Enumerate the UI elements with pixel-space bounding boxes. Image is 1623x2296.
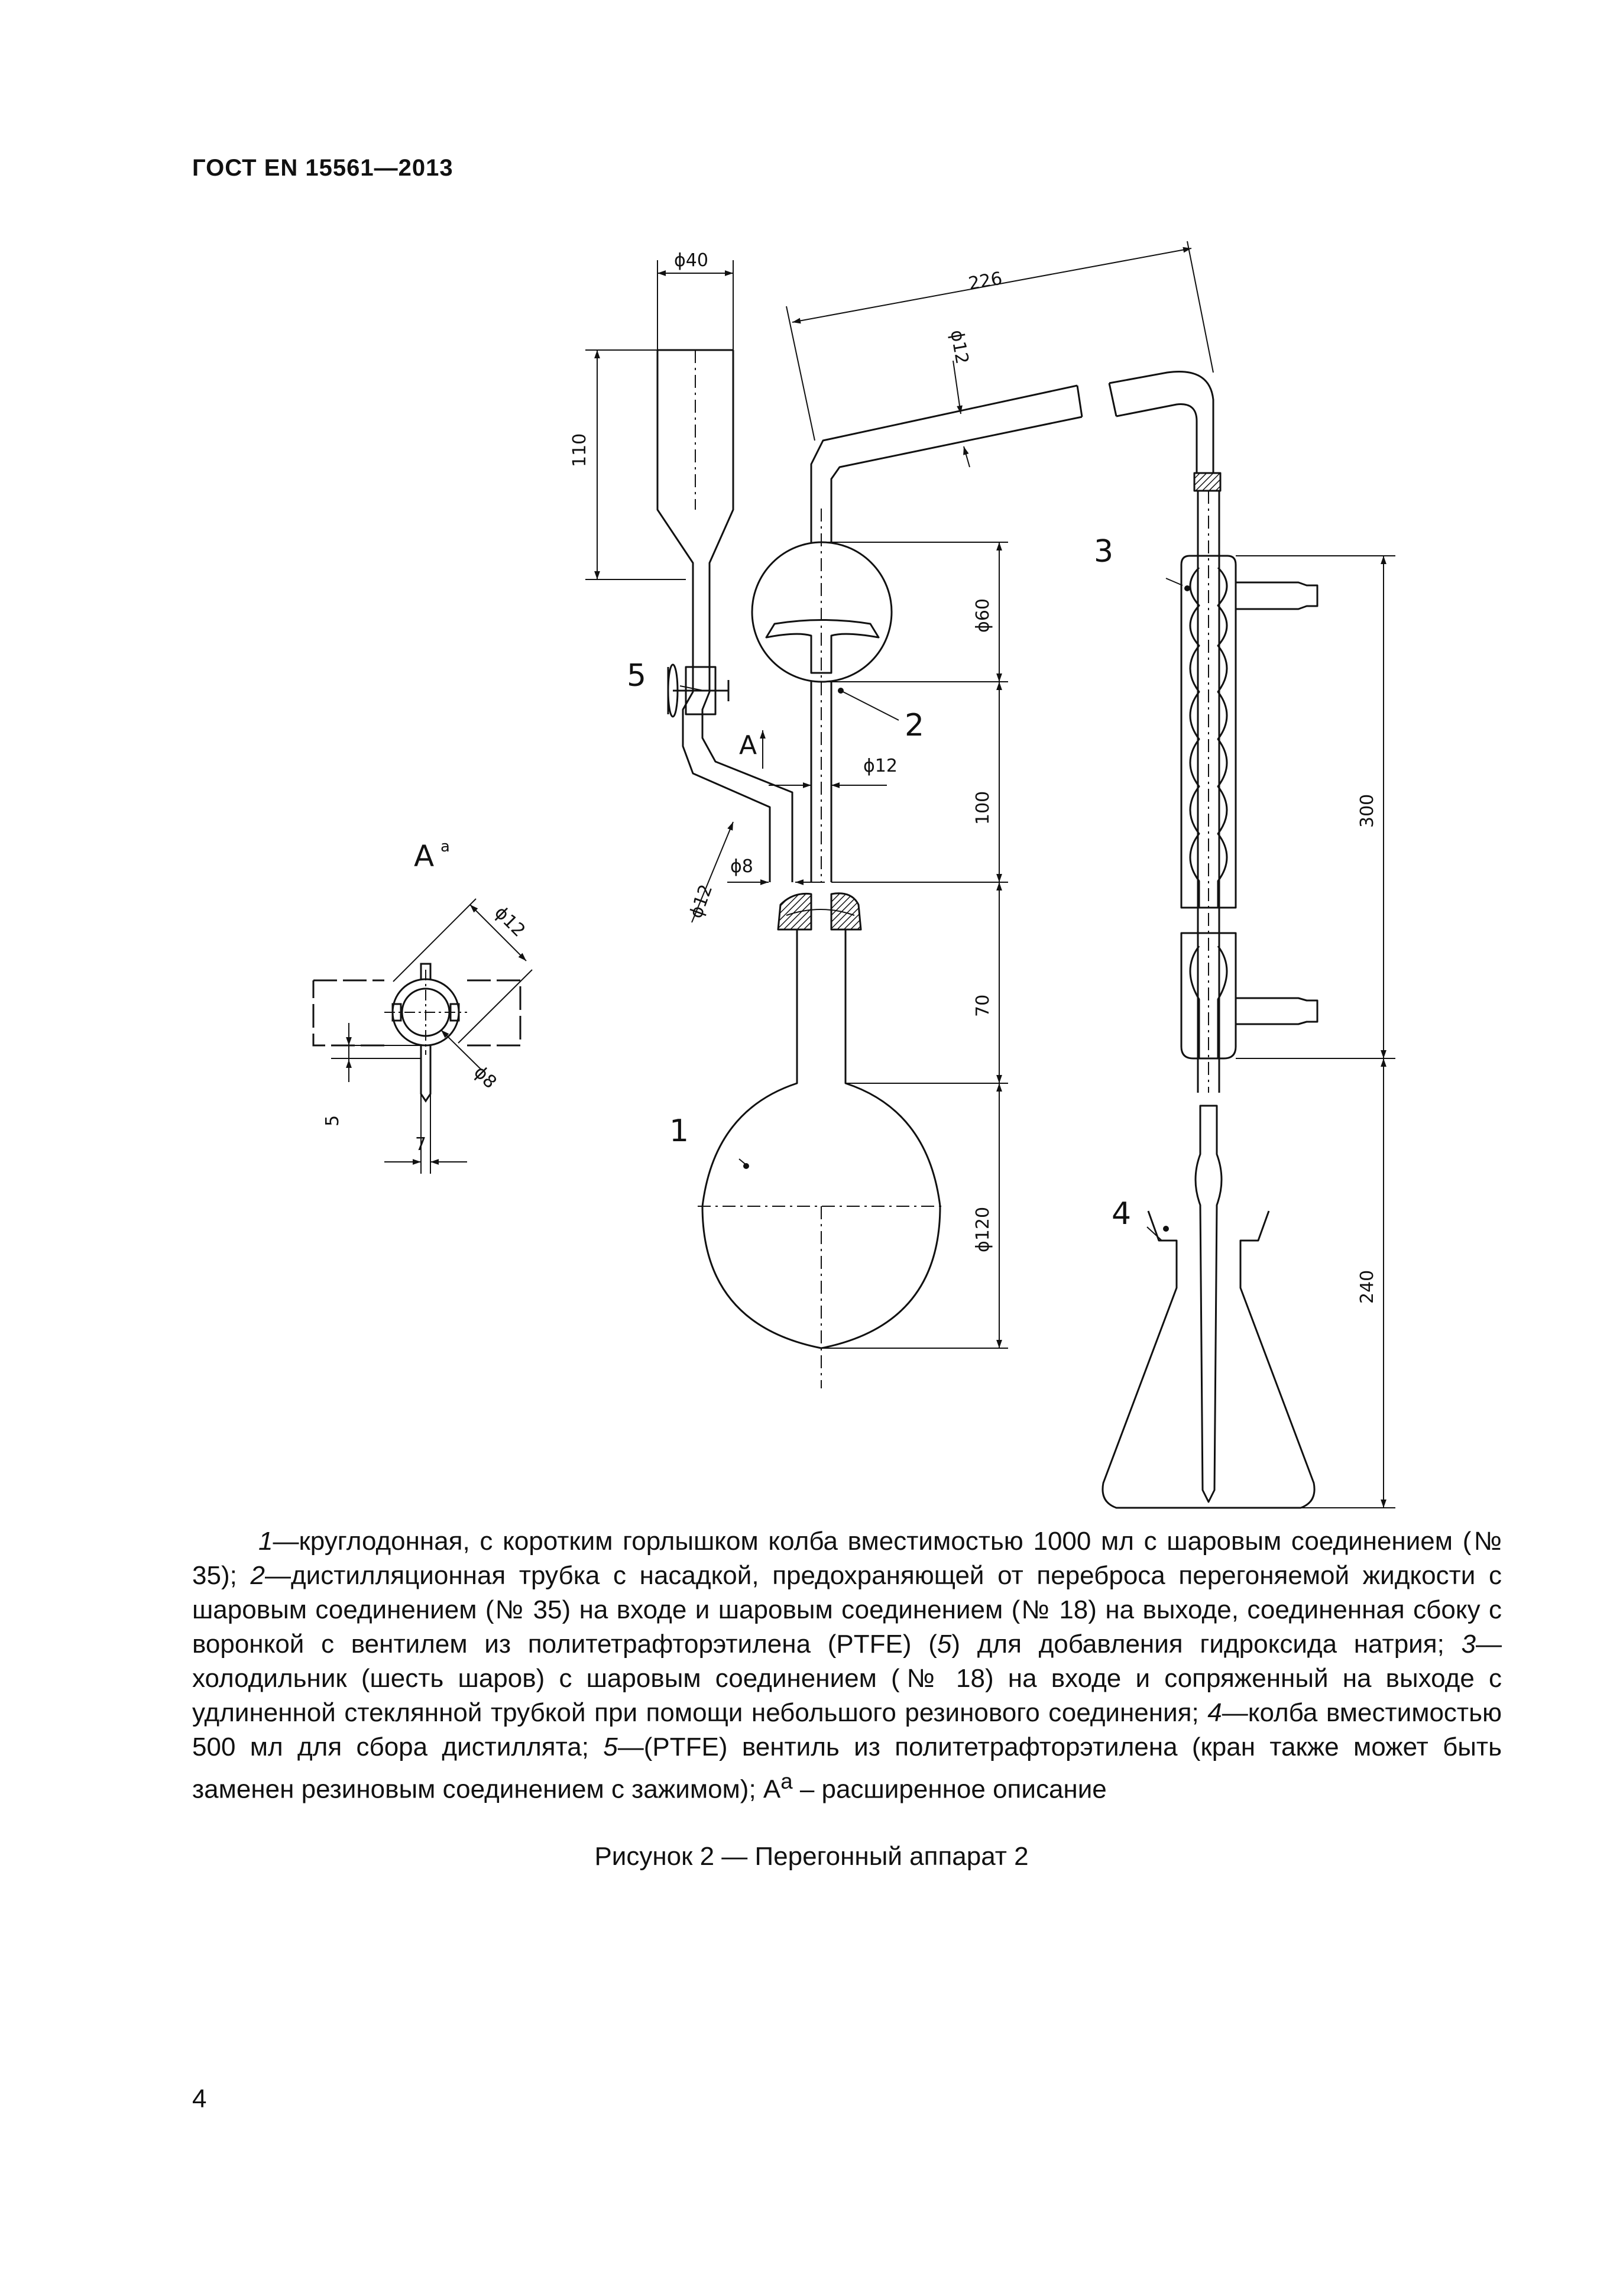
callout-2: 2 xyxy=(905,708,925,743)
legend-num-3: 3 xyxy=(1461,1630,1476,1659)
dim-flask-diameter: ϕ120 xyxy=(973,1206,993,1252)
callout-1: 1 xyxy=(669,1113,689,1149)
dim-neck-length: 70 xyxy=(973,994,993,1017)
legend-num-4: 4 xyxy=(1207,1698,1222,1727)
dim-side-tube-diameter: ϕ12 xyxy=(685,882,717,921)
legend-text-2: —дистилляционная трубка с насадкой, предохраняющей от переброса перегоняемой жидкости с шаровым соединением (№ 35) на входе и шаровым соединением (№ 18) на выходе, соединенная сбоку с воронкой с вентилем из политетрафторэтилена (PTFE) ( xyxy=(192,1561,1502,1659)
detail-a-drawing xyxy=(313,899,532,1174)
legend-num-2: 2 xyxy=(250,1561,265,1590)
legend-text-6: —(PTFE) вентиль из политетрафторэтилена (кран также может быть заменен резиновым соединением с зажимом); A xyxy=(192,1732,1502,1804)
detail-a-superscript: a xyxy=(440,838,450,856)
detail-a-title: A xyxy=(414,839,435,873)
distillation-tube xyxy=(752,386,1082,882)
dim-detail-inner-diameter: ϕ8 xyxy=(469,1061,501,1093)
dim-top-tube-diameter: ϕ12 xyxy=(946,328,973,366)
dimension-lines xyxy=(585,241,1395,1508)
callout-3: 3 xyxy=(1094,534,1114,569)
ball-joint-35 xyxy=(778,893,861,930)
legend-num-5b: 5 xyxy=(603,1732,618,1761)
figure-legend xyxy=(192,1524,1502,1807)
legend-text-1: —круглодонная, с коротким горлышком колба вместимостью 1000 мл с шаровым соединением (№ 35); xyxy=(192,1527,1502,1590)
legend-text-7: – расширенное описание xyxy=(792,1774,1107,1804)
dim-bulb-diameter: ϕ60 xyxy=(973,598,993,633)
receiver-flask xyxy=(1103,1211,1314,1508)
round-bottom-flask xyxy=(698,930,946,1388)
legend-num-1: 1 xyxy=(258,1527,273,1556)
condenser xyxy=(1181,491,1317,1093)
dim-detail-slot-width: 7 xyxy=(415,1134,427,1155)
section-marker-a: A xyxy=(739,730,757,760)
dim-side-inner-diameter: ϕ8 xyxy=(730,856,753,877)
apparatus-drawing xyxy=(657,350,1317,1508)
dim-funnel-height: 110 xyxy=(569,433,590,467)
dropping-funnel xyxy=(657,350,792,882)
page-number: 4 xyxy=(192,2084,207,2113)
ptfe-valve xyxy=(668,665,728,717)
condenser-inlet-tube xyxy=(1109,371,1220,491)
outlet-tube xyxy=(1196,1106,1222,1502)
callout-5: 5 xyxy=(627,658,647,694)
dim-top-length: 226 xyxy=(967,268,1004,294)
figure-title: Рисунок 2 — Перегонный аппарат 2 xyxy=(594,1842,1029,1871)
callout-4: 4 xyxy=(1112,1196,1132,1232)
dim-funnel-diameter: ϕ40 xyxy=(674,250,708,271)
legend-text-4: —холодильник (шесть шаров) с шаровым соединением (№ 18) на входе и сопряженный на выходе с удлиненной стеклянной трубкой при помощи небольшого резинового соединения; xyxy=(192,1630,1502,1727)
legend-superscript: a xyxy=(780,1769,793,1793)
dim-detail-outer-diameter: ϕ12 xyxy=(490,902,530,941)
dim-tube-length: 100 xyxy=(973,791,993,825)
dim-condenser-length: 300 xyxy=(1357,794,1378,828)
legend-text-3: ) для добавления гидроксида натрия; xyxy=(951,1630,1462,1659)
dim-outlet-length: 240 xyxy=(1357,1270,1378,1304)
dim-tube-diameter: ϕ12 xyxy=(863,756,898,776)
document-header: ГОСТ EN 15561—2013 xyxy=(192,155,453,181)
legend-text-5: —колба вместимостью 500 мл для сбора дистиллята; xyxy=(192,1698,1502,1761)
legend-num-5a: 5 xyxy=(937,1630,952,1659)
dim-detail-slot-depth: 5 xyxy=(322,1115,343,1126)
